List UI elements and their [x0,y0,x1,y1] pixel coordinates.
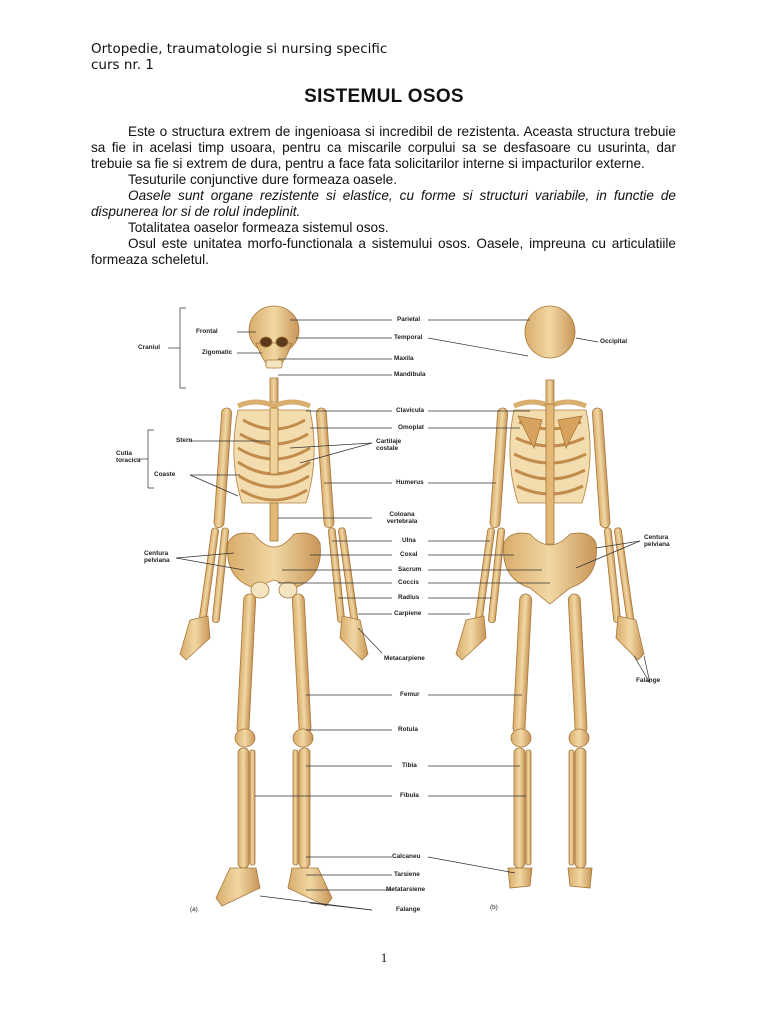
label-frontal: Frontal [196,328,218,335]
label-cutia-toracica: Cutia toracica [116,450,141,464]
label-carpiene: Carpiene [394,610,422,617]
label-mandibula: Mandibula [394,371,426,378]
label-metatarsiene: Metatarsiene [386,886,426,893]
label-rotula: Rotula [398,726,418,733]
label-humerus: Humerus [396,479,424,486]
label-omoplat: Omoplat [398,424,424,431]
label-temporal: Temporal [394,334,423,341]
paragraph: Osul este unitatea morfo-functionala a sistemului osos. Oasele, impreuna cu articulatiile formeaza scheletul. [91,236,676,267]
paragraph: Este o structura extrem de ingenioasa si incredibil de rezistenta. Aceasta structura trebuie sa fie in acelasi timp usoara, pentru ca miscarile corpului sa se desfasoare cu usurinta, dar trebuie sa fie si extrem de dura, pentru a face fata solicitarilor interne si impacturilor externe. [91,124,676,171]
label-fibula: Fibula [400,792,419,799]
skeleton-figure [110,298,690,928]
header-course-number: curs nr. 1 [91,57,154,73]
header-course-title: Ortopedie, traumatologie si nursing specific [91,41,388,57]
front-skeleton [180,306,368,906]
label-craniul: Craniul [138,344,161,351]
label-radius: Radius [398,594,420,601]
label-calcaneu: Calcaneu [392,853,421,860]
label-coccis: Coccis [398,579,419,586]
label-clavicula: Clavicula [396,407,425,414]
document-header [91,41,387,73]
page-title: SISTEMUL OSOS [304,86,464,107]
label-metacarpiene: Metacarpiene [384,655,425,662]
paragraph: Totalitatea oaselor formeaza sistemul osos. [128,220,389,235]
label-centura-pelviana-front: Centura pelviana [144,550,170,564]
label-coloana-vertebrala: Coloana vertebrala [386,511,418,525]
page-number: 1 [380,950,388,965]
panel-label-b: (b) [490,904,498,911]
paragraph: Tesuturile conjunctive dure formeaza oasele. [128,172,398,187]
label-femur: Femur [400,691,420,698]
back-skeleton [456,306,644,888]
label-sacrum: Sacrum [398,566,422,573]
label-coaste: Coaste [154,471,176,478]
label-centura-pelviana-back: Centura pelviana [644,534,670,548]
body-text [91,124,676,268]
label-tibia: Tibia [402,762,417,769]
label-ulna: Ulna [402,537,416,544]
paragraph-italic: Oasele sunt organe rezistente si elastice, cu forme si structuri variabile, in functie de dispunerea lor si de rolul indeplinit. [91,188,676,219]
label-stern: Stern [176,437,193,444]
label-falange-hand: Falange [636,677,661,684]
label-coxal: Coxal [400,551,418,558]
panel-label-a: (a) [190,906,198,913]
label-parietal: Parietal [397,316,421,323]
label-tarsiene: Tarsiene [394,871,420,878]
label-falange-foot: Falange [396,906,421,913]
label-maxila: Maxila [394,355,414,362]
label-occipital: Occipital [600,338,627,345]
label-cartilaje-costale: Cartilaje costale [376,438,402,452]
label-zigomatic: Zigomatic [202,349,233,356]
